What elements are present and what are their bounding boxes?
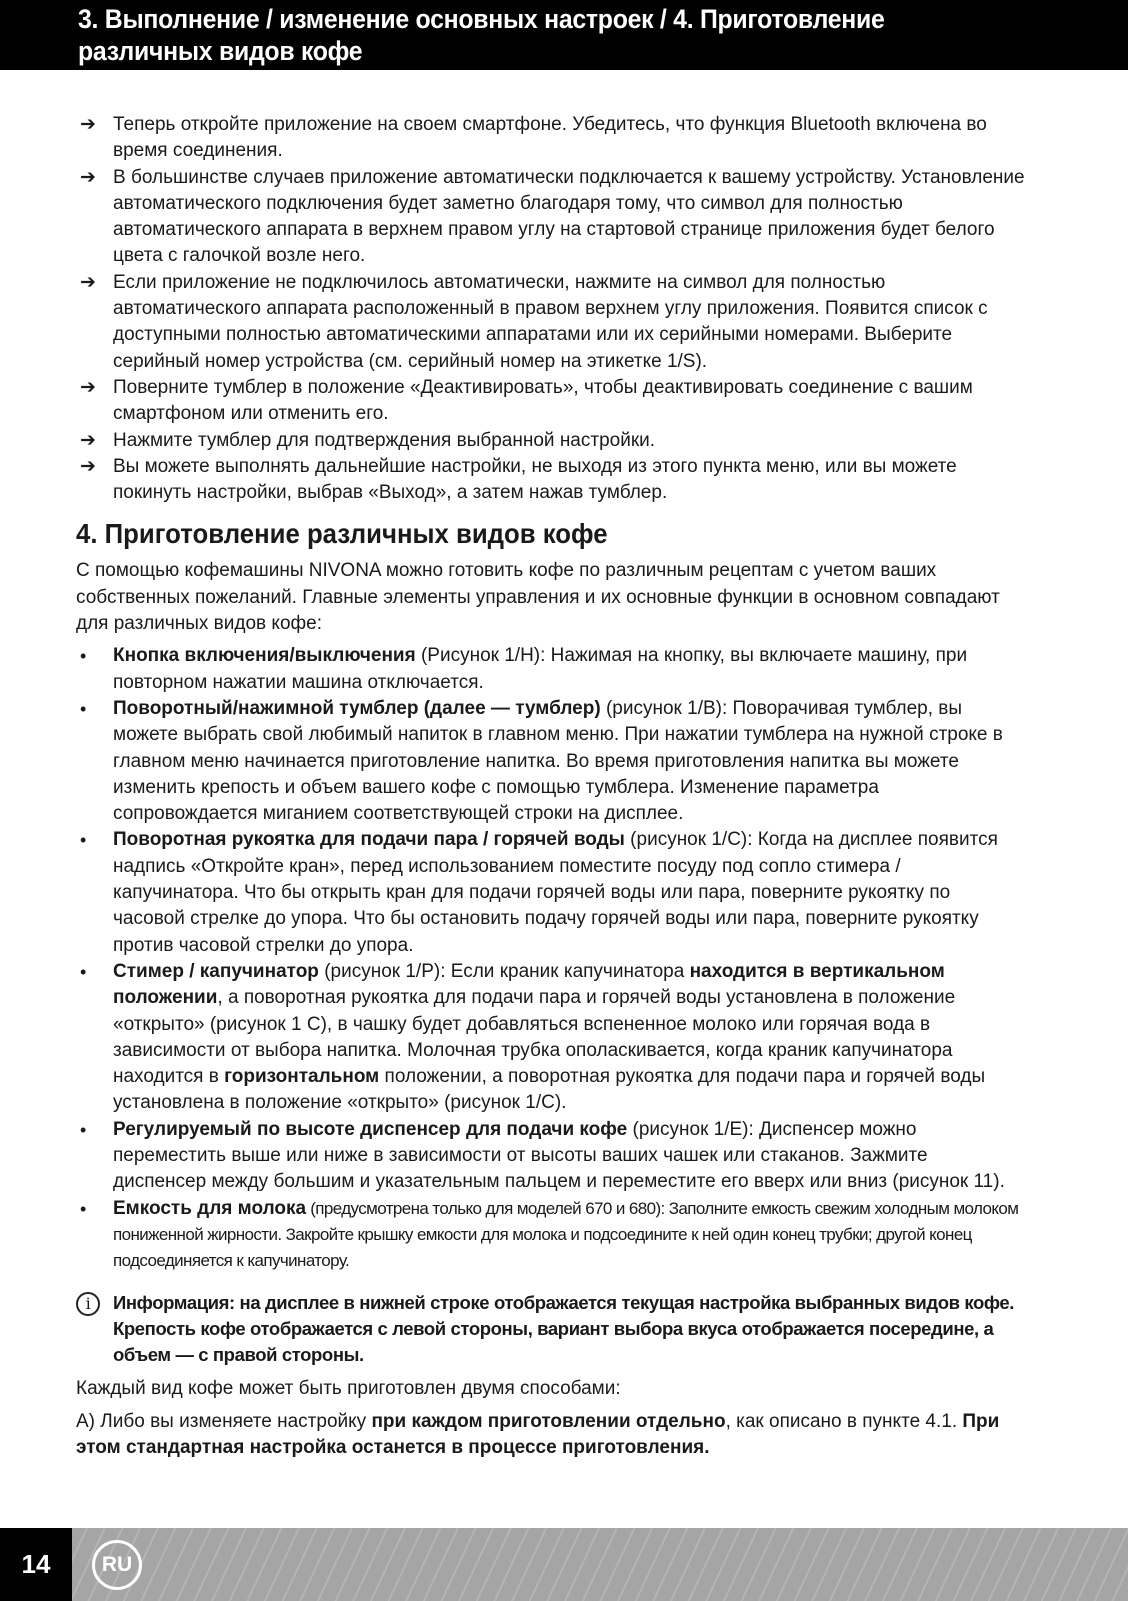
bold-text-segment: Кнопка включения/выключения [113,645,416,667]
bullet-icon: • [80,830,87,851]
text-segment: (Рисунок 1/H): Нажимая на кнопку, вы включаете машину, при повторном нажатии машина отключается. [113,645,968,693]
way-a [76,1409,1026,1462]
arrow-icon: ➔ [80,455,96,477]
language-badge: RU [92,1540,142,1590]
bold-text-segment: Регулируемый по высоте диспенсер для подачи кофе [113,1118,628,1140]
text-segment: (рисунок 1/C): Когда на дисплее появится надпись «Откройте кран», перед использованием поместите посуду под сопло стимера / капучинатора. Что бы открыть кран для подачи горячей воды или пара, поверните рукоятку по часовой стрелке до упора. Что бы остановить подачу горячей воды или пара, поверните рукоятку против часовой стрелки до упора. [113,829,998,956]
page-content [76,112,1026,1467]
text-segment: положении, а поворотная рукоятка для подачи пара и горячей воды установлена в положение «открыто» (рисунок 1/C). [113,1066,986,1114]
bullet-icon: • [80,1198,87,1219]
arrow-icon: ➔ [80,271,96,293]
bullet-item [76,643,1026,696]
arrow-icon: ➔ [80,376,96,398]
text-segment: А) Либо вы изменяете настройку [76,1410,372,1432]
arrow-item [76,165,1026,270]
header-title-line2: различных видов кофе [78,36,363,66]
section-heading: 4. Приготовление различных видов кофе [76,518,608,550]
bullet-text [113,698,1003,824]
bold-text-segment: при каждом приготовлении отдельно [371,1410,726,1432]
bullet-item [76,827,1026,958]
bullet-text [113,961,985,1113]
bullet-icon: • [80,646,87,667]
bullet-item [76,696,1026,827]
bold-text-segment: горизонтальном [224,1066,380,1088]
arrow-item [76,112,1026,165]
arrow-icon: ➔ [80,429,96,451]
text-segment: , а поворотная рукоятка для подачи пара и горячей воды установлена в положение «открыто» (рисунок 1 C), в чашку будет добавляться вспененное молоко или горячая вода в зависимости от выбора напитка. Молочная трубка ополаскивается, когда краник капучинатора находится в [113,987,956,1088]
bullet-text [113,829,998,955]
header-title-line1: 3. Выполнение / изменение основных настроек / 4. Приготовление [78,4,885,34]
arrow-item [76,375,1026,428]
arrow-item-text: Вы можете выполнять дальнейшие настройки, не выходя из этого пункта меню, или вы можете покинуть настройки, выбрав «Выход», а затем нажав тумблер. [113,455,957,504]
bullet-item [76,1117,1026,1196]
bold-text-segment: Поворотная рукоятка для подачи пара / горячей воды [113,829,625,851]
ways-intro: Каждый вид кофе может быть приготовлен двумя способами: [76,1378,621,1400]
arrow-icon: ➔ [80,166,96,188]
text-segment: (рисунок 1/B): Поворачивая тумблер, вы можете выбрать свой любимый напиток в главном меню. При нажатии тумблера на нужной строке в главном меню начинается приготовление напитка. Во время приготовления напитка вы можете изменить крепость и объем вашего кофе с помощью тумблера. Изменение параметра сопровождается миганием соответствующей строки на дисплее. [113,697,1003,825]
text-segment: (рисунок 1/P): Если краник капучинатора [318,960,690,982]
bold-text-segment: Поворотный/нажимной тумблер (далее — тумблер) [113,697,601,719]
bullet-icon: • [80,1119,87,1140]
bold-text-segment: При этом стандартная настройка останется в процессе приготовления. [76,1410,1000,1459]
page-footer [0,1528,1128,1601]
arrow-item-text: Поверните тумблер в положение «Деактивировать», чтобы деактивировать соединение с вашим смартфоном или отменить его. [113,376,973,425]
page-header [0,0,1128,70]
page-number: 14 [0,1528,72,1601]
info-icon: i [76,1292,100,1316]
arrow-item-text: Теперь откройте приложение на своем смартфоне. Убедитесь, что функция Bluetooth включена во время соединения. [113,114,987,162]
info-text: Информация: на дисплее в нижней строке отображается текущая настройка выбранных видов кофе. Крепость кофе отображается с левой стороны, вариант выбора вкуса отображается посередине, а объем — с правой стороны. [113,1292,1015,1366]
bullet-list [76,643,1026,1274]
bullet-icon: • [80,698,87,719]
arrow-icon: ➔ [80,114,96,135]
arrow-item [76,454,1026,507]
bullet-text [113,645,967,692]
info-note [76,1290,1026,1368]
bold-text-segment: находится в вертикальном положении [113,960,945,1009]
bold-text-segment: Емкость для молока [113,1197,307,1219]
bold-text-segment: Стимер / капучинатор [113,960,319,982]
bullet-icon: • [80,961,87,982]
text-segment: (рисунок 1/E): Диспенсер можно переместить выше или ниже в зависимости от высоты ваших чашек или стаканов. Зажмите диспенсер между большим и указательным пальцем и переместите его вверх или вниз (рисунок 11). [113,1118,1005,1193]
bullet-item [76,1196,1026,1275]
arrow-item [76,270,1026,375]
text-segment: (предусмотрена только для моделей 670 и 680): Заполните емкость свежим холодным молоком пониженной жирности. Закройте крышку емкости для молока и подсоедините к ней один конец трубки; другой конец подсоединяется к капучинатору. [113,1198,1019,1271]
arrow-item [76,428,1026,454]
bullet-text [113,1119,1005,1193]
bullet-text [113,1198,1018,1272]
bullet-item [76,959,1026,1117]
arrow-item-text: Если приложение не подключилось автоматически, нажмите на символ для полностью автоматического аппарата расположенный в правом верхнем углу приложения. Появится список с доступными полностью автоматическими аппаратами или их серийными номерами. Выберите серийный номер устройства (см. серийный номер на этикетке 1/S). [113,271,988,372]
arrow-item-text: Нажмите тумблер для подтверждения выбранной настройки. [113,429,656,451]
section-intro: С помощью кофемашины NIVONA можно готовить кофе по различным рецептам с учетом ваших собственных пожеланий. Главные элементы управления и их основные функции в основном совпадают для различных видов кофе: [76,560,1000,635]
arrow-item-text: В большинстве случаев приложение автоматически подключается к вашему устройству. Установление автоматического подключения будет заметно благодаря тому, что символ для полностью автоматического аппарата в верхнем правом углу на стартовой странице приложения будет белого цвета с галочкой возле него. [113,166,1025,267]
text-segment: , как описано в пункте 4.1. [725,1410,963,1432]
arrow-list [76,112,1026,506]
